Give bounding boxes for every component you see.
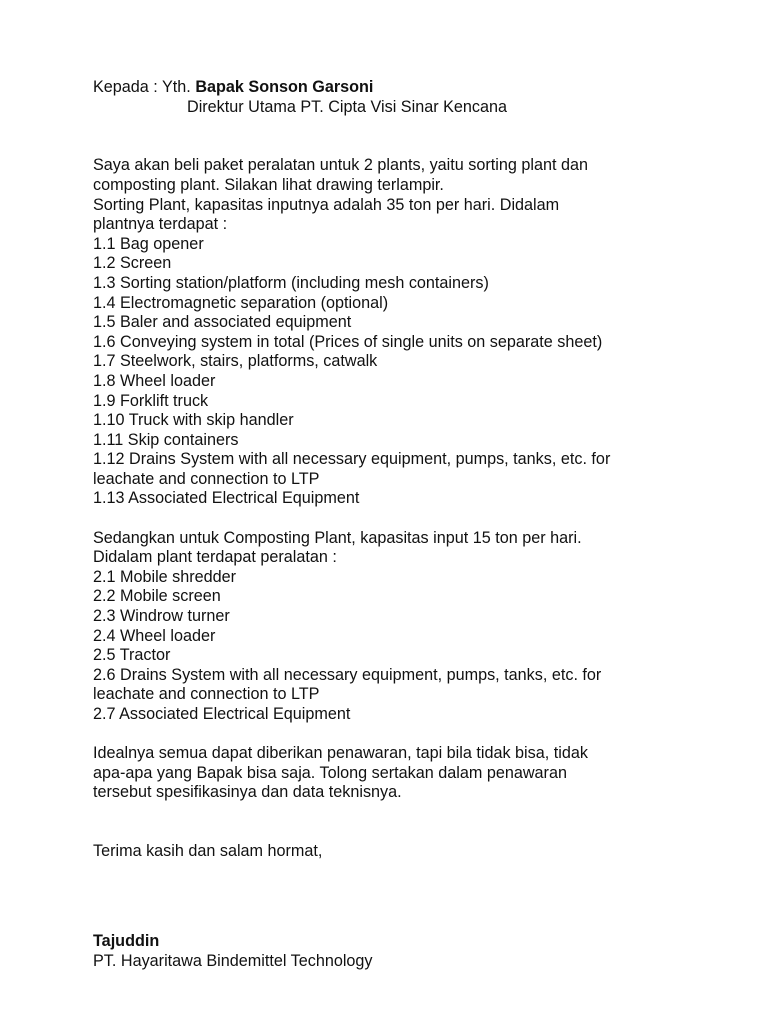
list-item: leachate and connection to LTP <box>93 685 320 704</box>
closing-line: apa-apa yang Bapak bisa saja. Tolong sertakan dalam penawaran <box>93 763 567 782</box>
spacer <box>93 509 733 529</box>
recipient-name: Bapak Sonson Garsoni <box>195 78 374 96</box>
list-item: 1.13 Associated Electrical Equipment <box>93 489 360 508</box>
intro-line: composting plant. Silakan lihat drawing terlampir. <box>93 175 444 194</box>
list-item: 2.6 Drains System with all necessary equipment, pumps, tanks, etc. for <box>93 665 602 684</box>
closing-line: tersebut spesifikasinya dan data teknisnya. <box>93 783 402 802</box>
signatory-company: PT. Hayaritawa Bindemittel Technology <box>93 951 373 970</box>
spacer <box>93 803 733 842</box>
list-item: 2.2 Mobile screen <box>93 587 221 606</box>
list-item: 2.4 Wheel loader <box>93 626 216 645</box>
list-item: 1.5 Baler and associated equipment <box>93 313 352 332</box>
list-item: 1.1 Bag opener <box>93 234 204 253</box>
closing-line: Idealnya semua dapat diberikan penawaran, tapi bila tidak bisa, tidak <box>93 744 588 763</box>
intro-paragraph <box>93 156 733 234</box>
recipient-line <box>93 78 733 98</box>
list-item: 1.12 Drains System with all necessary equipment, pumps, tanks, etc. for <box>93 450 611 469</box>
list-item: 1.2 Screen <box>93 254 172 273</box>
spacer <box>93 725 733 745</box>
to-prefix: Kepada : Yth. <box>93 78 196 96</box>
list-item: 1.4 Electromagnetic separation (optional) <box>93 293 389 312</box>
list-item: 1.10 Truck with skip handler <box>93 411 294 430</box>
composting-equipment-list <box>93 568 733 725</box>
signatory-name: Tajuddin <box>93 932 160 951</box>
list-item: 1.3 Sorting station/platform (including mesh containers) <box>93 273 489 292</box>
list-item: 1.7 Steelwork, stairs, platforms, catwalk <box>93 352 378 371</box>
intro-line: Sorting Plant, kapasitas inputnya adalah 35 ton per hari. Didalam <box>93 195 560 214</box>
composting-line: Sedangkan untuk Composting Plant, kapasitas input 15 ton per hari. <box>93 528 582 547</box>
letter-document <box>93 78 733 972</box>
signature-spacer <box>93 862 733 913</box>
sorting-equipment-list <box>93 235 733 509</box>
composting-paragraph <box>93 529 733 568</box>
closing-paragraph <box>93 744 733 803</box>
list-item: 1.9 Forklift truck <box>93 391 209 410</box>
intro-line: plantnya terdapat : <box>93 215 228 234</box>
list-item: 2.3 Windrow turner <box>93 607 230 626</box>
list-item: 1.11 Skip containers <box>93 430 239 449</box>
intro-line: Saya akan beli paket peralatan untuk 2 plants, yaitu sorting plant dan <box>93 156 588 175</box>
list-item: leachate and connection to LTP <box>93 469 320 488</box>
spacer <box>93 117 733 156</box>
list-item: 2.7 Associated Electrical Equipment <box>93 705 351 723</box>
list-item: 2.1 Mobile shredder <box>93 567 237 586</box>
list-item: 2.5 Tractor <box>93 646 171 665</box>
recipient-title: Direktur Utama PT. Cipta Visi Sinar Kencana <box>187 97 507 116</box>
regards-line: Terima kasih dan salam hormat, <box>93 842 323 861</box>
composting-line: Didalam plant terdapat peralatan : <box>93 548 337 567</box>
list-item: 1.6 Conveying system in total (Prices of single units on separate sheet) <box>93 332 603 351</box>
list-item: 1.8 Wheel loader <box>93 371 216 390</box>
spacer <box>93 913 733 933</box>
